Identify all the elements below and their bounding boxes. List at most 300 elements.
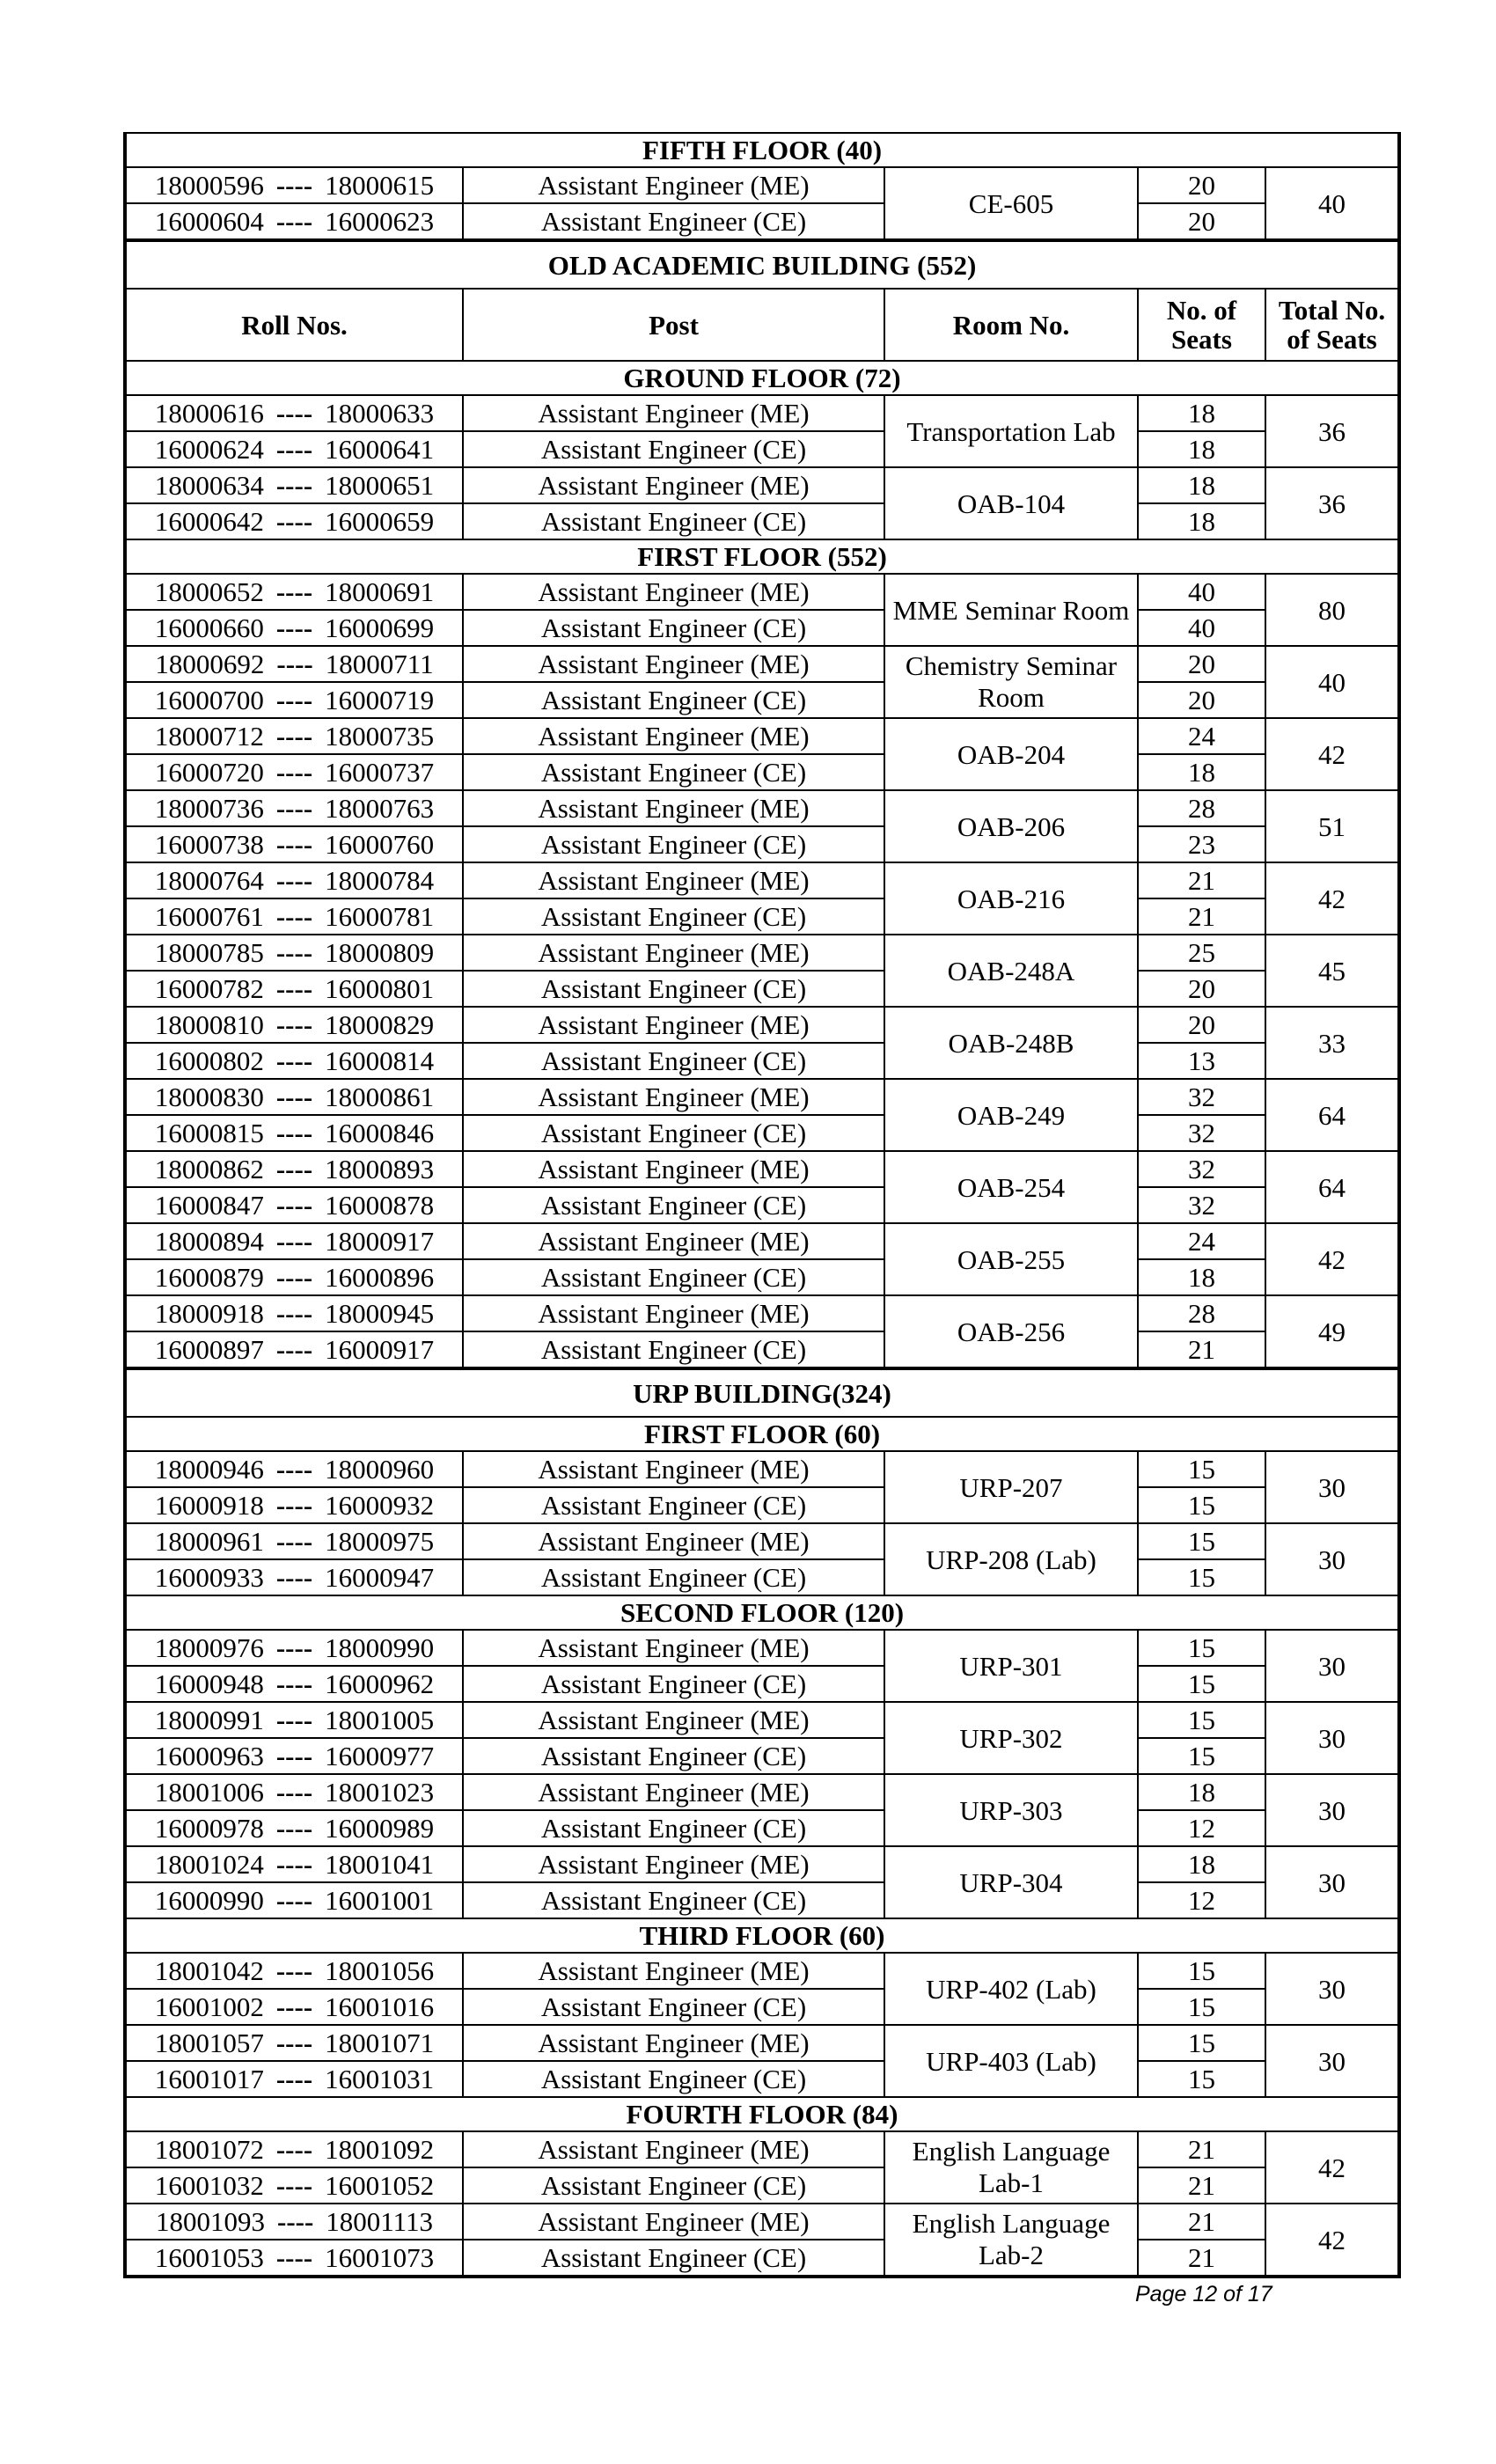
- post-cell: Assistant Engineer (ME): [463, 167, 884, 203]
- roll-range: [125, 503, 463, 539]
- seating-table-body: [125, 133, 1399, 2277]
- seats-cell: 28: [1138, 1295, 1265, 1331]
- roll-to: 18000960: [325, 1454, 435, 1485]
- roll-range: [125, 718, 463, 754]
- room-cell: OAB-255: [884, 1223, 1138, 1295]
- post-cell: Assistant Engineer (CE): [463, 1989, 884, 2025]
- table-row: [125, 1523, 1399, 1559]
- roll-range: [125, 167, 463, 203]
- roll-to: 18000829: [325, 1009, 435, 1040]
- seats-cell: 15: [1138, 2025, 1265, 2061]
- total-seats-cell: 36: [1265, 467, 1399, 539]
- total-seats-cell: 40: [1265, 167, 1399, 240]
- roll-to: 18000809: [325, 937, 435, 968]
- roll-from: 18000764: [154, 865, 264, 896]
- roll-from: 18001024: [154, 1849, 264, 1880]
- roll-separator: ----: [275, 206, 313, 237]
- roll-separator: ----: [275, 1885, 313, 1916]
- room-cell: OAB-248A: [884, 935, 1138, 1007]
- post-cell: Assistant Engineer (CE): [463, 203, 884, 240]
- seats-cell: 15: [1138, 1989, 1265, 2025]
- column-header-row: [125, 289, 1399, 361]
- table-row: [125, 1259, 1399, 1295]
- total-seats-cell: 30: [1265, 1953, 1399, 2025]
- roll-range: [125, 1043, 463, 1079]
- seats-cell: 18: [1138, 1846, 1265, 1882]
- table-row: [125, 1989, 1399, 2025]
- seats-cell: 15: [1138, 1487, 1265, 1523]
- seats-cell: 20: [1138, 203, 1265, 240]
- room-cell: CE-605: [884, 167, 1138, 240]
- room-cell: URP-304: [884, 1846, 1138, 1918]
- room-cell: URP-403 (Lab): [884, 2025, 1138, 2097]
- roll-separator: ----: [275, 1813, 313, 1844]
- roll-from: 18001072: [154, 2134, 264, 2165]
- roll-range: [125, 1223, 463, 1259]
- seats-cell: 20: [1138, 971, 1265, 1007]
- floor-row: [125, 361, 1399, 395]
- roll-to: 18001092: [325, 2134, 435, 2165]
- table-row: [125, 971, 1399, 1007]
- roll-from: 18000894: [154, 1226, 264, 1257]
- room-cell: OAB-104: [884, 467, 1138, 539]
- total-seats-cell: 30: [1265, 2025, 1399, 2097]
- roll-separator: ----: [275, 1705, 313, 1735]
- roll-from: 16000642: [154, 506, 264, 537]
- post-cell: Assistant Engineer (CE): [463, 1882, 884, 1918]
- table-row: [125, 1295, 1399, 1331]
- roll-range: [125, 1666, 463, 1702]
- roll-separator: ----: [275, 685, 313, 715]
- roll-to: 18000893: [325, 1154, 435, 1184]
- post-cell: Assistant Engineer (ME): [463, 790, 884, 826]
- total-seats-cell: 80: [1265, 574, 1399, 646]
- roll-to: 16001073: [325, 2242, 435, 2273]
- roll-separator: ----: [275, 506, 313, 537]
- seats-cell: 15: [1138, 1630, 1265, 1666]
- table-row: [125, 1223, 1399, 1259]
- post-cell: Assistant Engineer (ME): [463, 1630, 884, 1666]
- roll-from: 18000616: [154, 398, 264, 429]
- roll-from: 18001093: [156, 2206, 265, 2237]
- roll-to: 16001052: [325, 2170, 435, 2201]
- roll-range: [125, 1487, 463, 1523]
- total-seats-cell: 45: [1265, 935, 1399, 1007]
- roll-to: 16000737: [325, 757, 435, 788]
- roll-separator: ----: [275, 1741, 313, 1771]
- roll-from: 16000720: [154, 757, 264, 788]
- table-row: [125, 1882, 1399, 1918]
- roll-range: [125, 1451, 463, 1487]
- roll-to: 18000861: [325, 1082, 435, 1112]
- seats-cell: 15: [1138, 1666, 1265, 1702]
- roll-from: 18000918: [154, 1298, 264, 1329]
- roll-range: [125, 754, 463, 790]
- table-row: [125, 862, 1399, 898]
- roll-to: 18001056: [325, 1955, 435, 1986]
- roll-from: 18000946: [154, 1454, 264, 1485]
- floor-row: [125, 1595, 1399, 1630]
- table-row: [125, 2240, 1399, 2277]
- roll-separator: ----: [275, 757, 313, 788]
- roll-to: 16000801: [325, 973, 435, 1004]
- seats-cell: 32: [1138, 1151, 1265, 1187]
- table-row: [125, 1738, 1399, 1774]
- seats-cell: 15: [1138, 1523, 1265, 1559]
- roll-range: [125, 898, 463, 935]
- table-row: [125, 1487, 1399, 1523]
- room-cell: MME Seminar Room: [884, 574, 1138, 646]
- table-row: [125, 1846, 1399, 1882]
- seating-plan: [123, 132, 1397, 2278]
- seats-cell: 18: [1138, 503, 1265, 539]
- table-row: [125, 718, 1399, 754]
- roll-range: [125, 1259, 463, 1295]
- building-heading: OLD ACADEMIC BUILDING (552): [125, 240, 1399, 289]
- seats-cell: 32: [1138, 1115, 1265, 1151]
- total-seats-cell: 30: [1265, 1774, 1399, 1846]
- post-cell: Assistant Engineer (ME): [463, 1007, 884, 1043]
- post-cell: Assistant Engineer (ME): [463, 1953, 884, 1989]
- room-cell: URP-207: [884, 1451, 1138, 1523]
- roll-from: 16000879: [154, 1262, 264, 1293]
- seats-cell: 12: [1138, 1882, 1265, 1918]
- roll-to: 18001071: [325, 2028, 435, 2058]
- roll-from: 18000736: [154, 793, 264, 824]
- table-row: [125, 790, 1399, 826]
- roll-separator: ----: [275, 1454, 313, 1485]
- roll-range: [125, 1882, 463, 1918]
- roll-range: [125, 431, 463, 467]
- seats-cell: 20: [1138, 167, 1265, 203]
- table-row: [125, 1451, 1399, 1487]
- roll-separator: ----: [276, 649, 313, 679]
- roll-separator: ----: [275, 901, 313, 932]
- roll-to: 16000719: [325, 685, 435, 715]
- roll-range: [125, 2167, 463, 2204]
- roll-from: 18000692: [155, 649, 265, 679]
- roll-separator: ----: [275, 1334, 313, 1365]
- post-cell: Assistant Engineer (CE): [463, 503, 884, 539]
- roll-from: 18000810: [154, 1009, 264, 1040]
- roll-from: 16000738: [154, 829, 264, 860]
- roll-to: 16000846: [325, 1118, 435, 1148]
- seats-cell: 15: [1138, 2061, 1265, 2097]
- roll-to: 16001031: [325, 2064, 435, 2094]
- roll-to: 16000781: [325, 901, 435, 932]
- roll-range: [125, 1989, 463, 2025]
- floor-heading: GROUND FLOOR (72): [125, 361, 1399, 395]
- post-cell: Assistant Engineer (ME): [463, 1451, 884, 1487]
- total-seats-cell: 30: [1265, 1702, 1399, 1774]
- header-no-of-seats: No. of Seats: [1138, 289, 1265, 361]
- roll-to: 18001023: [325, 1777, 435, 1808]
- roll-from: 18000634: [154, 470, 264, 501]
- post-cell: Assistant Engineer (ME): [463, 1523, 884, 1559]
- post-cell: Assistant Engineer (CE): [463, 1043, 884, 1079]
- floor-heading: SECOND FLOOR (120): [125, 1595, 1399, 1630]
- roll-range: [125, 203, 463, 240]
- floor-heading: FIRST FLOOR (60): [125, 1417, 1399, 1451]
- roll-to: 16000659: [325, 506, 435, 537]
- post-cell: Assistant Engineer (ME): [463, 1295, 884, 1331]
- room-cell: English Language Lab-2: [884, 2204, 1138, 2277]
- roll-separator: ----: [275, 434, 313, 465]
- roll-from: 16000963: [154, 1741, 264, 1771]
- roll-to: 16000989: [325, 1813, 435, 1844]
- roll-from: 18000652: [154, 576, 264, 607]
- room-cell: English Language Lab-1: [884, 2131, 1138, 2204]
- table-row: [125, 898, 1399, 935]
- table-row: [125, 826, 1399, 862]
- roll-to: 18000735: [325, 721, 435, 752]
- total-seats-cell: 64: [1265, 1079, 1399, 1151]
- page-number: Page 12 of 17: [1135, 2282, 1272, 2306]
- roll-range: [125, 1738, 463, 1774]
- post-cell: Assistant Engineer (ME): [463, 1846, 884, 1882]
- roll-separator: ----: [277, 2206, 314, 2237]
- seating-table: [123, 132, 1401, 2278]
- room-cell: OAB-216: [884, 862, 1138, 935]
- roll-range: [125, 971, 463, 1007]
- seats-cell: 18: [1138, 754, 1265, 790]
- roll-separator: ----: [275, 829, 313, 860]
- room-cell: URP-303: [884, 1774, 1138, 1846]
- roll-from: 16000624: [154, 434, 264, 465]
- roll-separator: ----: [275, 2064, 313, 2094]
- roll-range: [125, 1295, 463, 1331]
- total-seats-cell: 42: [1265, 2204, 1399, 2277]
- total-seats-cell: 42: [1265, 718, 1399, 790]
- seats-cell: 32: [1138, 1187, 1265, 1223]
- roll-to: 18000633: [325, 398, 435, 429]
- total-seats-cell: 33: [1265, 1007, 1399, 1079]
- post-cell: Assistant Engineer (CE): [463, 1559, 884, 1595]
- table-row: [125, 1630, 1399, 1666]
- roll-to: 16000641: [325, 434, 435, 465]
- table-row: [125, 1151, 1399, 1187]
- post-cell: Assistant Engineer (CE): [463, 898, 884, 935]
- roll-separator: ----: [275, 1009, 313, 1040]
- roll-from: 16000802: [154, 1045, 264, 1076]
- table-row: [125, 1007, 1399, 1043]
- seats-cell: 40: [1138, 610, 1265, 646]
- total-seats-cell: 36: [1265, 395, 1399, 467]
- total-seats-cell: 30: [1265, 1846, 1399, 1918]
- total-seats-cell: 42: [1265, 1223, 1399, 1295]
- table-row: [125, 682, 1399, 718]
- roll-from: 18000976: [154, 1632, 264, 1663]
- seats-cell: 18: [1138, 395, 1265, 431]
- roll-range: [125, 1953, 463, 1989]
- seats-cell: 24: [1138, 1223, 1265, 1259]
- roll-range: [125, 395, 463, 431]
- roll-to: 16000896: [325, 1262, 435, 1293]
- roll-from: 16000933: [154, 1562, 264, 1593]
- roll-range: [125, 1151, 463, 1187]
- roll-separator: ----: [275, 793, 313, 824]
- roll-to: 18000691: [325, 576, 435, 607]
- table-row: [125, 1666, 1399, 1702]
- roll-from: 18000862: [154, 1154, 264, 1184]
- roll-range: [125, 1702, 463, 1738]
- post-cell: Assistant Engineer (CE): [463, 1187, 884, 1223]
- roll-range: [125, 1846, 463, 1882]
- post-cell: Assistant Engineer (CE): [463, 431, 884, 467]
- seats-cell: 32: [1138, 1079, 1265, 1115]
- roll-range: [125, 1559, 463, 1595]
- total-seats-cell: 42: [1265, 2131, 1399, 2204]
- floor-row: [125, 2097, 1399, 2131]
- roll-from: 18001042: [154, 1955, 264, 1986]
- table-row: [125, 203, 1399, 240]
- roll-to: 18000975: [325, 1526, 435, 1557]
- post-cell: Assistant Engineer (CE): [463, 682, 884, 718]
- header-roll-nos: Roll Nos.: [125, 289, 463, 361]
- roll-to: 18000711: [325, 649, 434, 679]
- seats-cell: 18: [1138, 467, 1265, 503]
- roll-separator: ----: [275, 1991, 313, 2022]
- post-cell: Assistant Engineer (CE): [463, 2061, 884, 2097]
- roll-to: 16000917: [325, 1334, 435, 1365]
- roll-range: [125, 1115, 463, 1151]
- total-seats-cell: 30: [1265, 1451, 1399, 1523]
- room-cell: URP-208 (Lab): [884, 1523, 1138, 1595]
- roll-range: [125, 1810, 463, 1846]
- roll-separator: ----: [275, 1955, 313, 1986]
- roll-from: 16000897: [154, 1334, 264, 1365]
- table-row: [125, 467, 1399, 503]
- roll-to: 18000651: [325, 470, 435, 501]
- seats-cell: 18: [1138, 1259, 1265, 1295]
- roll-separator: ----: [275, 470, 313, 501]
- post-cell: Assistant Engineer (CE): [463, 1487, 884, 1523]
- seats-cell: 25: [1138, 935, 1265, 971]
- seats-cell: 20: [1138, 682, 1265, 718]
- roll-from: 16000782: [154, 973, 264, 1004]
- floor-heading: FIFTH FLOOR (40): [125, 133, 1399, 167]
- roll-range: [125, 467, 463, 503]
- roll-separator: ----: [275, 2028, 313, 2058]
- seats-cell: 15: [1138, 1953, 1265, 1989]
- floor-row: [125, 539, 1399, 574]
- roll-to: 18000615: [325, 170, 435, 201]
- building-heading: URP BUILDING(324): [125, 1368, 1399, 1417]
- post-cell: Assistant Engineer (CE): [463, 826, 884, 862]
- roll-to: 16000623: [325, 206, 435, 237]
- seats-cell: 24: [1138, 718, 1265, 754]
- seats-cell: 21: [1138, 1331, 1265, 1368]
- roll-separator: ----: [275, 1118, 313, 1148]
- roll-separator: ----: [275, 1562, 313, 1593]
- post-cell: Assistant Engineer (ME): [463, 862, 884, 898]
- roll-from: 16000847: [154, 1190, 264, 1221]
- table-row: [125, 1953, 1399, 1989]
- roll-range: [125, 574, 463, 610]
- post-cell: Assistant Engineer (CE): [463, 1810, 884, 1846]
- roll-from: 18000596: [154, 170, 264, 201]
- header-total-seats: Total No. of Seats: [1265, 289, 1399, 361]
- roll-to: 18001113: [326, 2206, 433, 2237]
- post-cell: Assistant Engineer (CE): [463, 1666, 884, 1702]
- room-cell: URP-402 (Lab): [884, 1953, 1138, 2025]
- table-row: [125, 1559, 1399, 1595]
- roll-separator: ----: [275, 1045, 313, 1076]
- total-seats-cell: 30: [1265, 1630, 1399, 1702]
- header-room-no: Room No.: [884, 289, 1138, 361]
- roll-separator: ----: [275, 721, 313, 752]
- roll-from: 16000761: [154, 901, 264, 932]
- room-cell: OAB-204: [884, 718, 1138, 790]
- roll-to: 16000878: [325, 1190, 435, 1221]
- post-cell: Assistant Engineer (CE): [463, 1115, 884, 1151]
- roll-separator: ----: [275, 1082, 313, 1112]
- seats-cell: 21: [1138, 2167, 1265, 2204]
- roll-separator: ----: [275, 1526, 313, 1557]
- table-row: [125, 1115, 1399, 1151]
- roll-range: [125, 2131, 463, 2167]
- roll-range: [125, 935, 463, 971]
- roll-separator: ----: [275, 1226, 313, 1257]
- table-row: [125, 1079, 1399, 1115]
- roll-from: 16001053: [154, 2242, 264, 2273]
- roll-separator: ----: [275, 1262, 313, 1293]
- room-cell: OAB-249: [884, 1079, 1138, 1151]
- table-row: [125, 503, 1399, 539]
- building-row: [125, 1368, 1399, 1417]
- roll-from: 16000978: [154, 1813, 264, 1844]
- building-row: [125, 240, 1399, 289]
- roll-range: [125, 2204, 463, 2240]
- table-row: [125, 2204, 1399, 2240]
- table-row: [125, 2025, 1399, 2061]
- table-row: [125, 1043, 1399, 1079]
- table-row: [125, 1810, 1399, 1846]
- seats-cell: 28: [1138, 790, 1265, 826]
- post-cell: Assistant Engineer (ME): [463, 1702, 884, 1738]
- roll-to: 18000990: [325, 1632, 435, 1663]
- post-cell: Assistant Engineer (CE): [463, 1738, 884, 1774]
- total-seats-cell: 42: [1265, 862, 1399, 935]
- post-cell: Assistant Engineer (ME): [463, 1223, 884, 1259]
- roll-from: 16001002: [154, 1991, 264, 2022]
- roll-separator: ----: [275, 612, 313, 643]
- post-cell: Assistant Engineer (ME): [463, 1151, 884, 1187]
- roll-separator: ----: [275, 865, 313, 896]
- roll-from: 16001032: [154, 2170, 264, 2201]
- roll-range: [125, 1007, 463, 1043]
- roll-separator: ----: [275, 2170, 313, 2201]
- roll-to: 18000784: [325, 865, 435, 896]
- roll-range: [125, 1774, 463, 1810]
- post-cell: Assistant Engineer (ME): [463, 574, 884, 610]
- table-row: [125, 1774, 1399, 1810]
- room-cell: Chemistry Seminar Room: [884, 646, 1138, 718]
- table-row: [125, 1331, 1399, 1368]
- table-row: [125, 167, 1399, 203]
- roll-range: [125, 1523, 463, 1559]
- seats-cell: 21: [1138, 2131, 1265, 2167]
- post-cell: Assistant Engineer (CE): [463, 754, 884, 790]
- roll-from: 16000918: [154, 1490, 264, 1521]
- roll-separator: ----: [275, 576, 313, 607]
- post-cell: Assistant Engineer (ME): [463, 2025, 884, 2061]
- roll-separator: ----: [275, 1154, 313, 1184]
- roll-range: [125, 1630, 463, 1666]
- roll-to: 18001005: [325, 1705, 435, 1735]
- post-cell: Assistant Engineer (ME): [463, 467, 884, 503]
- roll-from: 18001057: [154, 2028, 264, 2058]
